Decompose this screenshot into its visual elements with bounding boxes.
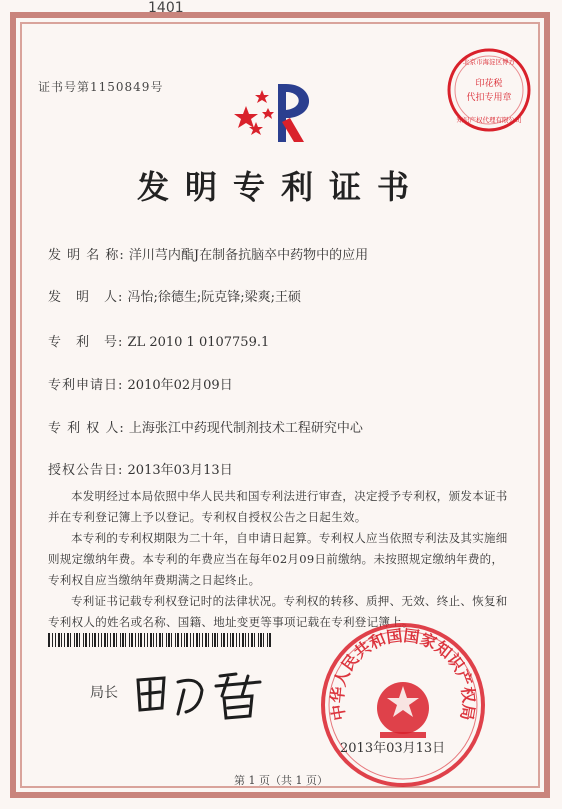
national-ip-office-seal: [318, 620, 488, 790]
barcode: [48, 633, 273, 647]
field-label: 发 明 名 称:: [48, 248, 125, 263]
field-label: 专利申请日:: [48, 378, 124, 393]
svg-text:代扣专用章: 代扣专用章: [466, 93, 512, 103]
svg-text:北京市海淀区博方: 北京市海淀区博方: [463, 58, 515, 66]
field-inventors: [48, 286, 301, 305]
corner-ornament: [518, 16, 548, 46]
body-paragraph: 本发明经过本局依照中华人民共和国专利法进行审查，决定授予专利权，颁发本证书并在专利登记簿上予以登记。专利权自授权公告之日起生效。: [48, 489, 508, 524]
page-number: 第 1 页（共 1 页）: [234, 774, 328, 787]
certificate-title: 发明专利证书: [136, 168, 425, 206]
director-label: 局长: [90, 685, 118, 701]
field-value: 洋川芎内酯J在制备抗脑卒中药物中的应用: [128, 248, 369, 263]
field-value: 冯怡;徐德生;阮克锋;梁爽;王硕: [127, 290, 302, 305]
field-application-date: [48, 374, 233, 393]
patent-office-logo-icon: [232, 78, 324, 148]
certificate-body-text: [48, 486, 508, 633]
svg-text:知识产权代理有限公司: 知识产权代理有限公司: [456, 116, 522, 124]
field-value: 2013年03月13日: [127, 463, 233, 478]
director-signature: [128, 668, 278, 720]
field-label: 专 利 权 人:: [48, 421, 125, 436]
certificate-number: 证书号第1150849号: [38, 80, 164, 94]
seal-text: 中华人民共和国国家知识产权局: [327, 625, 479, 722]
field-patentee: [48, 417, 363, 436]
field-patent-number: [48, 331, 269, 350]
handwritten-note: 1401: [148, 0, 184, 16]
body-paragraph: 专利证书记载专利权登记时的法律状况。专利权的转移、质押、无效、终止、恢复和专利权人的姓名或名称、国籍、地址变更等事项记载在专利登记簿上。: [48, 594, 508, 629]
field-grant-date: [48, 459, 233, 478]
body-paragraph: 本专利的专利权期限为二十年，自申请日起算。专利权人应当依照专利法及其实施细则规定缴纳年费。本专利的年费应当在每年02月09日前缴纳。未按照规定缴纳年费的，专利权自应当缴纳年费期满之日起终止。: [48, 531, 508, 587]
seal-date: 2013年03月13日: [340, 741, 446, 756]
field-label: 发 明 人:: [48, 290, 124, 305]
tax-seal-stamp: [445, 46, 533, 134]
svg-text:印花税: 印花税: [475, 79, 503, 89]
field-label: 授权公告日:: [48, 463, 124, 478]
corner-ornament: [14, 16, 44, 46]
field-value: 上海张江中药现代制剂技术工程研究中心: [128, 421, 363, 436]
field-value: 2010年02月09日: [127, 378, 233, 393]
field-invention-name: [48, 244, 368, 263]
field-value: ZL 2010 1 0107759.1: [127, 335, 270, 350]
field-label: 专 利 号:: [48, 335, 124, 350]
